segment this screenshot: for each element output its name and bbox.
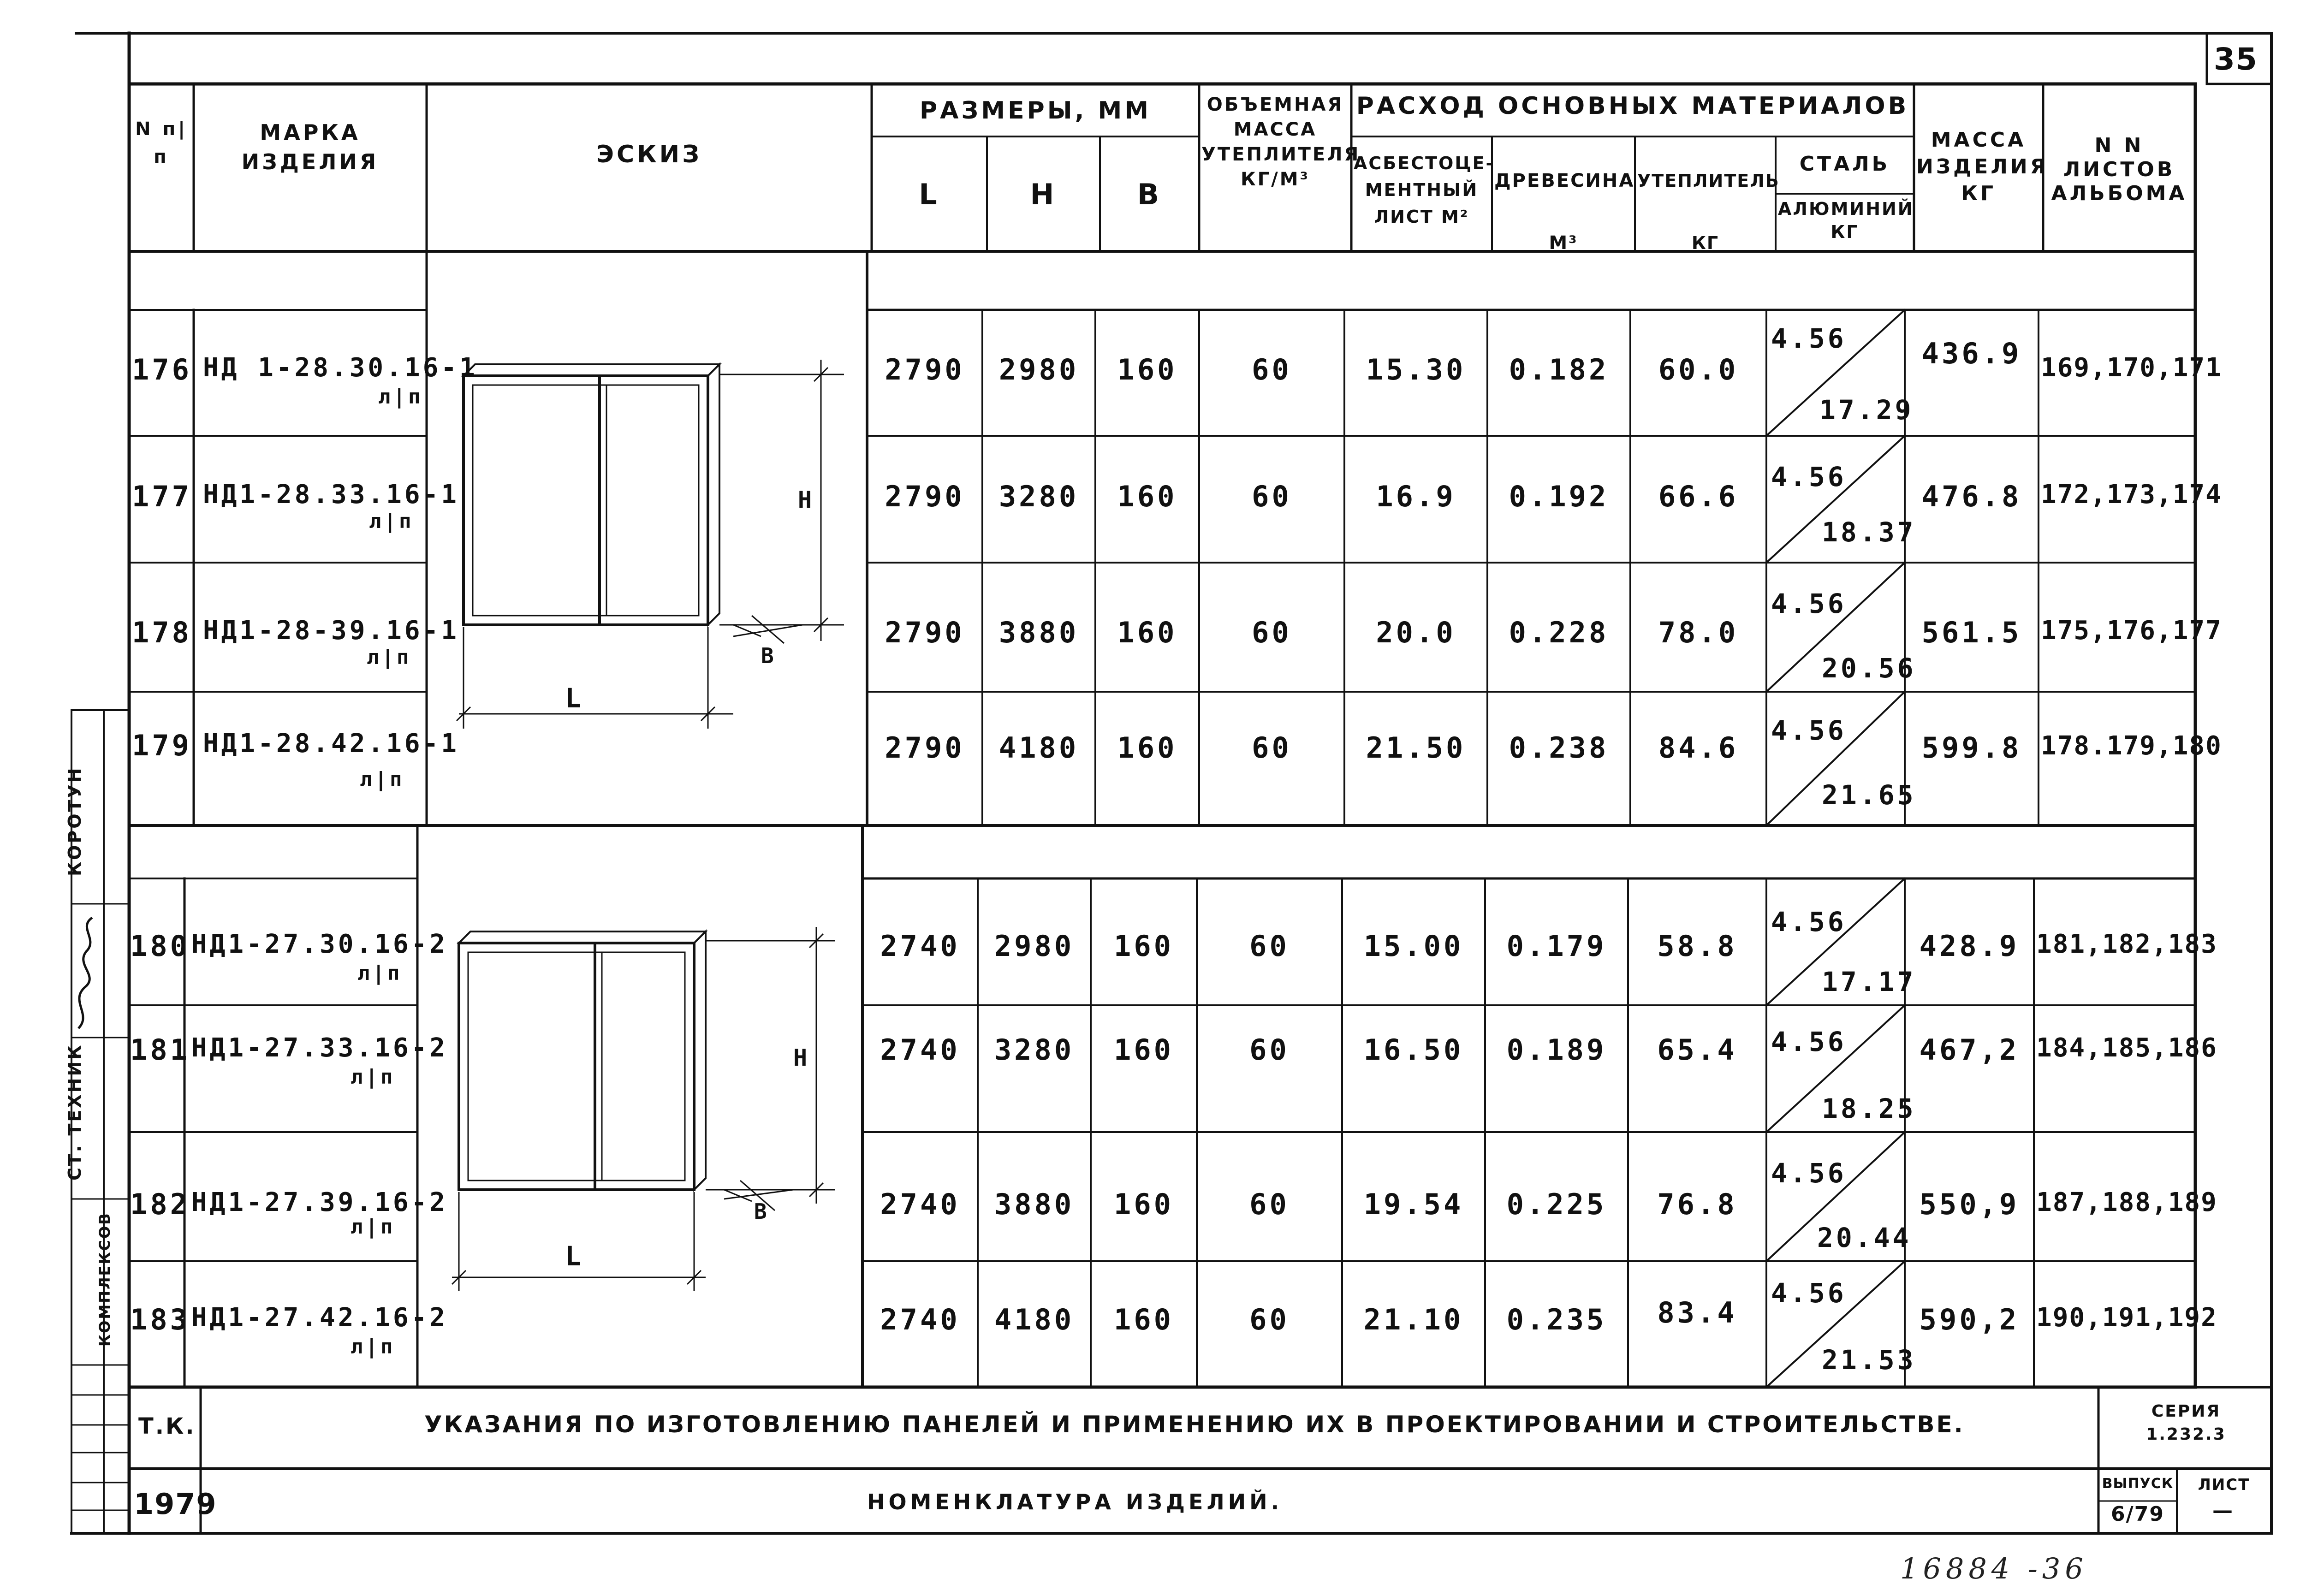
row-sheets: 175,176,177 (2041, 616, 2222, 646)
row-mark: НД1-28-39.16-1 (203, 616, 460, 646)
row-H: 4180 (994, 1303, 1075, 1336)
sketch-2-B-label: B (754, 1199, 770, 1224)
row-aluminium: 21.65 (1822, 779, 1916, 811)
row-volume-mass: 60 (1252, 616, 1292, 649)
row-volume-mass: 60 (1249, 1033, 1290, 1067)
row-suffix: л|п (351, 1215, 396, 1239)
row-mark: НД1-27.39.16-2 (191, 1187, 448, 1217)
footer-series-label: СЕРИЯ (2151, 1402, 2221, 1421)
row-number: 176 (132, 353, 192, 386)
row-insulation: 60.0 (1658, 353, 1739, 386)
header-B: B (1137, 178, 1162, 211)
row-number: 179 (132, 729, 192, 762)
row-suffix: л|п (367, 646, 412, 669)
footer-title-line2: НОМЕНКЛАТУРА ИЗДЕЛИЙ. (867, 1489, 1283, 1514)
header-mark: МАРКА ИЗДЕЛИЯ (241, 120, 379, 174)
header-volume-mass: ОБЪЕМНАЯ МАССА УТЕПЛИТЕЛЯ КГ/М³ (1201, 94, 1361, 190)
footer-series-value: 1.232.3 (2146, 1425, 2226, 1444)
bottom-note: 16884 -36 (1900, 1552, 2088, 1585)
row-insulation: 58.8 (1657, 929, 1737, 963)
header-sizes: РАЗМЕРЫ, ММ (920, 97, 1151, 125)
sketch-2-H-label: H (793, 1044, 810, 1071)
row-B: 160 (1114, 929, 1174, 963)
row-wood: 0.182 (1509, 353, 1609, 386)
row-asbestos: 16.9 (1376, 480, 1456, 513)
header-L: L (919, 178, 940, 211)
row-mass: 436.9 (1921, 337, 2022, 370)
footer-issue-label: ВЫПУСК (2102, 1476, 2174, 1492)
row-asbestos: 21.50 (1366, 731, 1466, 765)
header-mass: МАССА ИЗДЕЛИЯ КГ (1916, 128, 2049, 205)
row-number: 182 (130, 1187, 190, 1221)
row-volume-mass: 60 (1252, 480, 1292, 513)
row-insulation: 66.6 (1658, 480, 1739, 513)
footer-year: 1979 (134, 1487, 217, 1521)
row-mark: НД1-28.33.16-1 (203, 480, 460, 510)
row-B: 160 (1117, 480, 1177, 513)
row-wood: 0.225 (1506, 1187, 1607, 1221)
row-L: 2790 (885, 480, 965, 513)
row-B: 160 (1114, 1187, 1174, 1221)
row-number: 181 (130, 1033, 190, 1067)
row-B: 160 (1114, 1303, 1174, 1336)
row-volume-mass: 60 (1249, 1187, 1290, 1221)
header-num: N п|п (135, 119, 188, 167)
row-aluminium: 18.37 (1822, 516, 1916, 548)
row-steel: 4.56 (1771, 1277, 1847, 1309)
row-steel: 4.56 (1771, 1026, 1847, 1057)
row-wood: 0.192 (1509, 480, 1609, 513)
page-number: 35 (2214, 42, 2258, 77)
row-steel: 4.56 (1771, 588, 1847, 619)
footer-tk: Т.К. (138, 1413, 196, 1439)
header-steel: СТАЛЬ (1799, 152, 1890, 176)
sketch-1-H-label: H (798, 487, 815, 513)
row-mark: НД1-27.33.16-2 (191, 1033, 448, 1063)
row-suffix: л|п (357, 961, 403, 985)
row-sheets: 187,188,189 (2036, 1187, 2217, 1217)
row-steel: 4.56 (1771, 715, 1847, 746)
row-sheets: 190,191,192 (2036, 1303, 2217, 1333)
footer-sheet-value: — (2212, 1499, 2235, 1522)
row-H: 3880 (994, 1187, 1075, 1221)
row-aluminium: 21.53 (1822, 1344, 1916, 1376)
row-steel: 4.56 (1771, 906, 1847, 937)
header-aluminium: АЛЮМИНИЙ КГ (1778, 199, 1914, 242)
row-mass: 476.8 (1921, 480, 2022, 513)
row-H: 2980 (994, 929, 1075, 963)
row-mark: НД1-28.42.16-1 (203, 729, 460, 759)
row-aluminium: 20.56 (1822, 653, 1916, 684)
header-sketch: ЭСКИЗ (596, 141, 702, 168)
row-L: 2740 (880, 1303, 960, 1336)
side-stamp-technik: СТ. ТЕХНИК (65, 1043, 85, 1181)
header-H: H (1030, 178, 1057, 211)
row-asbestos: 15.00 (1363, 929, 1464, 963)
row-H: 4180 (998, 731, 1079, 765)
header-insulation: УТЕПЛИТЕЛЬ КГ (1637, 171, 1780, 253)
row-L: 2790 (885, 353, 965, 386)
row-asbestos: 16.50 (1363, 1033, 1464, 1067)
row-number: 180 (130, 929, 190, 963)
row-steel: 4.56 (1771, 323, 1847, 354)
sketch-1-L-label: L (565, 682, 584, 714)
row-H: 3280 (998, 480, 1079, 513)
row-asbestos: 15.30 (1366, 353, 1466, 386)
row-wood: 0.235 (1506, 1303, 1607, 1336)
row-insulation: 65.4 (1657, 1033, 1737, 1067)
header-materials: РАСХОД ОСНОВНЫХ МАТЕРИАЛОВ (1356, 92, 1909, 120)
row-insulation: 76.8 (1657, 1187, 1737, 1221)
row-B: 160 (1117, 353, 1177, 386)
row-steel: 4.56 (1771, 461, 1847, 492)
row-steel: 4.56 (1771, 1157, 1847, 1189)
row-suffix: л|п (378, 385, 423, 409)
row-sheets: 181,182,183 (2036, 929, 2217, 959)
row-aluminium: 20.44 (1817, 1222, 1912, 1253)
row-suffix: л|п (351, 1335, 396, 1359)
row-asbestos: 19.54 (1363, 1187, 1464, 1221)
row-suffix: л|п (351, 1065, 396, 1089)
row-asbestos: 20.0 (1376, 616, 1456, 649)
header-sheets: N N ЛИСТОВ АЛЬБОМА (2051, 134, 2187, 205)
sketch-1-B-label: B (761, 643, 777, 668)
row-B: 160 (1114, 1033, 1174, 1067)
row-L: 2790 (885, 731, 965, 765)
header-wood: ДРЕВЕСИНА М³ (1494, 170, 1635, 254)
row-wood: 0.238 (1509, 731, 1609, 765)
row-number: 178 (132, 616, 192, 649)
row-sheets: 169,170,171 (2041, 353, 2222, 383)
row-insulation: 78.0 (1658, 616, 1739, 649)
header-asbestos: АСБЕСТОЦЕ- МЕНТНЫЙ ЛИСТ М² (1354, 153, 1495, 227)
row-L: 2740 (880, 929, 960, 963)
row-wood: 0.228 (1509, 616, 1609, 649)
row-mass: 428.9 (1919, 929, 2020, 963)
row-L: 2740 (880, 1033, 960, 1067)
row-L: 2740 (880, 1187, 960, 1221)
row-suffix: л|п (369, 510, 414, 533)
row-L: 2790 (885, 616, 965, 649)
row-aluminium: 18.25 (1822, 1093, 1916, 1124)
row-mass: 467,2 (1919, 1033, 2020, 1067)
side-stamp-korotun: КОРОТУН (65, 766, 85, 876)
row-aluminium: 17.29 (1819, 394, 1914, 426)
row-insulation: 84.6 (1658, 731, 1739, 765)
row-insulation: 83.4 (1657, 1296, 1737, 1329)
row-B: 160 (1117, 616, 1177, 649)
side-stamp-komplex: КОМПЛЕКСОВ (96, 1212, 113, 1347)
sketch-2-L-label: L (565, 1240, 584, 1272)
row-suffix: л|п (360, 768, 405, 791)
footer-title-line1: УКАЗАНИЯ ПО ИЗГОТОВЛЕНИЮ ПАНЕЛЕЙ И ПРИМЕНЕНИЮ ИХ В ПРОЕКТИРОВАНИИ И СТРОИТЕЛЬСТВЕ. (424, 1411, 1965, 1438)
row-mass: 561.5 (1921, 616, 2022, 649)
row-H: 3280 (994, 1033, 1075, 1067)
row-sheets: 172,173,174 (2041, 480, 2222, 510)
row-mark: НД 1-28.30.16-1 (203, 353, 478, 383)
row-sheets: 178.179,180 (2041, 731, 2222, 761)
panel-sketch-1 (457, 360, 844, 729)
row-mark: НД1-27.42.16-2 (191, 1303, 448, 1333)
row-aluminium: 17.17 (1822, 966, 1916, 997)
footer-sheet-label: ЛИСТ (2198, 1476, 2250, 1494)
row-mass: 550,9 (1919, 1187, 2020, 1221)
row-B: 160 (1117, 731, 1177, 765)
row-wood: 0.189 (1506, 1033, 1607, 1067)
panel-sketch-2 (452, 927, 835, 1291)
row-volume-mass: 60 (1249, 1303, 1290, 1336)
row-sheets: 184,185,186 (2036, 1033, 2217, 1063)
footer-issue-value: 6/79 (2111, 1502, 2164, 1526)
row-volume-mass: 60 (1252, 353, 1292, 386)
row-H: 3880 (998, 616, 1079, 649)
row-volume-mass: 60 (1252, 731, 1292, 765)
row-mass: 590,2 (1919, 1303, 2020, 1336)
row-number: 177 (132, 480, 192, 513)
row-mark: НД1-27.30.16-2 (191, 929, 448, 959)
row-H: 2980 (998, 353, 1079, 386)
row-asbestos: 21.10 (1363, 1303, 1464, 1336)
row-number: 183 (130, 1303, 190, 1336)
row-mass: 599.8 (1921, 731, 2022, 765)
row-wood: 0.179 (1506, 929, 1607, 963)
row-volume-mass: 60 (1249, 929, 1290, 963)
